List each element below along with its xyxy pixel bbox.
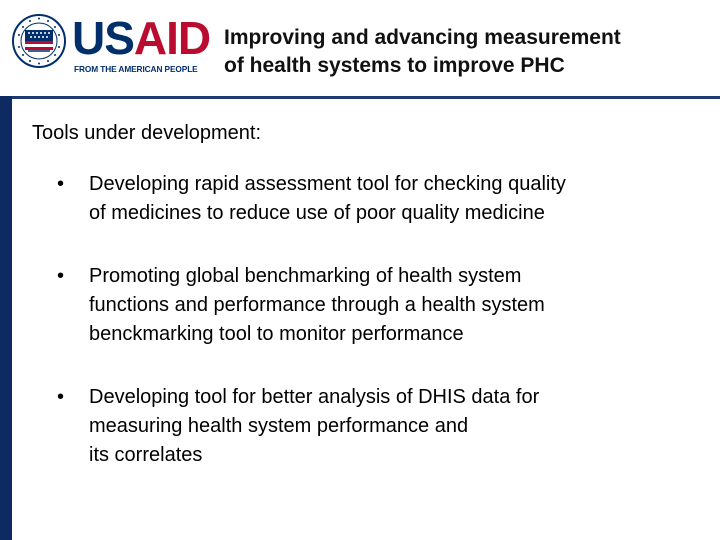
bullet-line: benckmarking tool to monitor performance [89, 323, 464, 345]
header-divider [12, 96, 720, 99]
bullet-item [32, 262, 689, 349]
bullet-dot-icon: • [57, 386, 65, 408]
bullet-line: measuring health system performance and [89, 415, 469, 437]
bullet-line: its correlates [89, 444, 203, 466]
bullet-line: Developing tool for better analysis of DHIS data for [89, 386, 540, 408]
usaid-seal-icon [12, 14, 66, 68]
slide-title-line: Improving and advancing measurement [224, 26, 621, 49]
bullet-item [32, 383, 689, 470]
left-accent-bar [0, 96, 12, 540]
usaid-wordmark-us: US [72, 12, 134, 64]
bullet-line: functions and performance through a health system [89, 294, 545, 316]
bullet-item [32, 170, 689, 228]
usaid-logo [72, 12, 211, 74]
slide-header [0, 0, 720, 96]
slide-title [224, 24, 710, 80]
slide-title-line: of health systems to improve PHC [224, 54, 565, 77]
bullet-dot-icon: • [57, 265, 65, 287]
section-subheading: Tools under development: [32, 122, 262, 144]
usaid-wordmark [72, 14, 210, 62]
bullet-dot-icon: • [57, 173, 65, 195]
usaid-tagline: FROM THE AMERICAN PEOPLE [74, 64, 198, 74]
bullet-line: Developing rapid assessment tool for checking quality [89, 173, 566, 195]
slide-body [32, 118, 702, 504]
usaid-wordmark-aid: AID [133, 12, 211, 64]
bullet-line: of medicines to reduce use of poor quality medicine [89, 202, 545, 224]
bullet-list [32, 170, 702, 470]
bullet-line: Promoting global benchmarking of health system [89, 265, 522, 287]
